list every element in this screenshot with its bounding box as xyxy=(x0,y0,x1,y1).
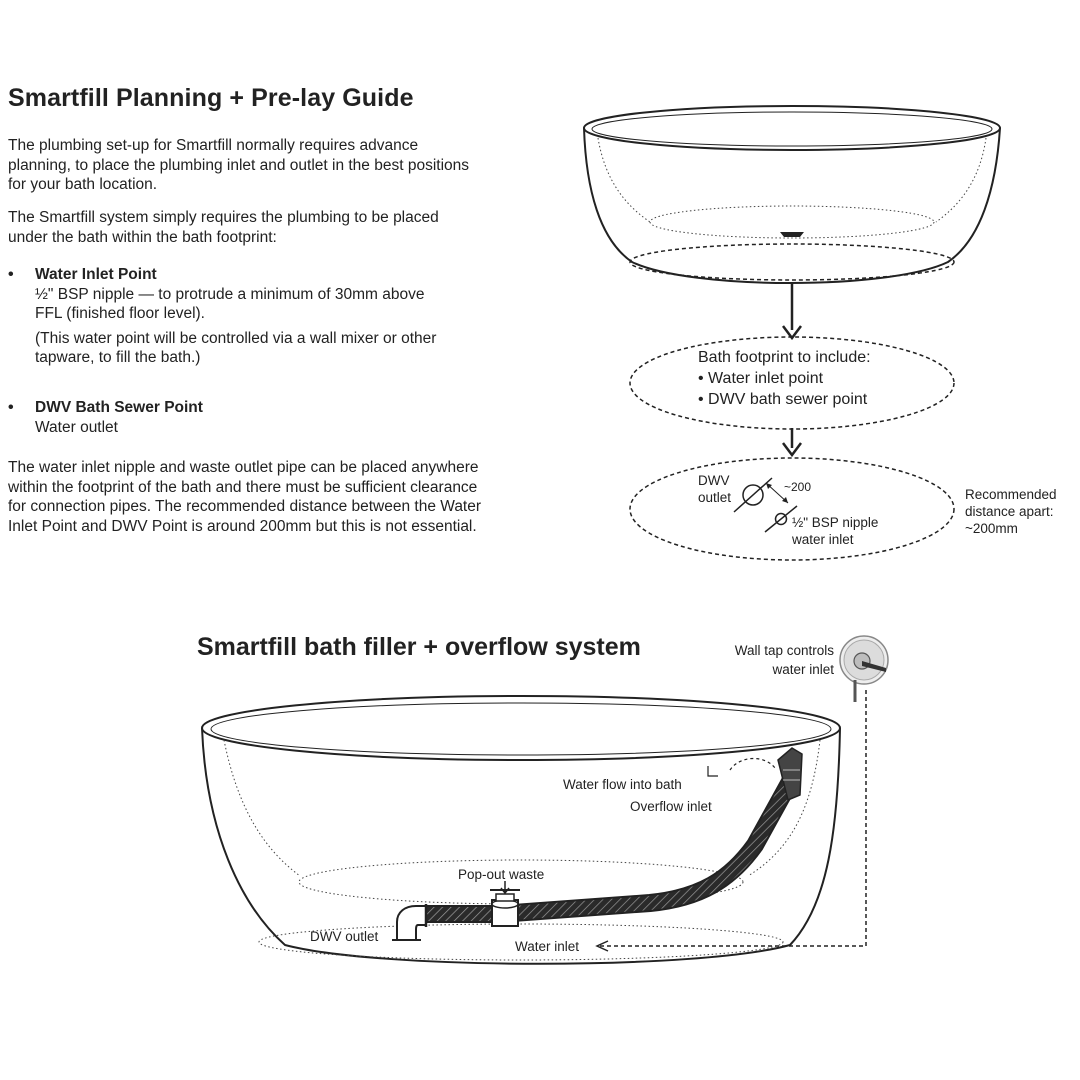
distance-value-label: ~200mm xyxy=(965,521,1018,536)
water-flow-label: Water flow into bath xyxy=(563,777,682,792)
wall-tap-illustration xyxy=(840,636,888,702)
outlet-label: outlet xyxy=(698,490,732,505)
bullet-text: ½" BSP nipple — to protrude a minimum of 30mm above FFL (finished floor level). xyxy=(35,285,425,322)
bullet-dot: • xyxy=(8,266,14,283)
bullet-note: (This water point will be controlled via a wall mixer or other tapware, to fill the bath.) xyxy=(35,329,437,366)
footprint-heading: Bath footprint to include: xyxy=(698,349,871,366)
nipple-inlet-label: water inlet xyxy=(792,532,854,547)
overflow-inlet-label: Overflow inlet xyxy=(630,799,712,814)
intro-paragraph: The plumbing set-up for Smartfill normally requires advance planning, to place the plumbing inlet and outlet in the best positions for your bath location. xyxy=(8,137,470,193)
requirement-paragraph: The Smartfill system simply requires the plumbing to be placed under the bath within the bath footprint: xyxy=(8,209,439,246)
wall-tap-label: Wall tap controls xyxy=(734,643,834,658)
distance-apart-label: distance apart: xyxy=(965,504,1054,519)
footprint-item-inlet: • Water inlet point xyxy=(698,370,824,387)
bullet-text: Water outlet xyxy=(35,418,118,436)
dwv-outlet-label: DWV outlet xyxy=(310,929,379,944)
recommended-label: Recommended xyxy=(965,487,1057,502)
pop-out-waste-label: Pop-out waste xyxy=(458,867,545,882)
distance-label: ~200 xyxy=(784,480,812,494)
bullet-title: Water Inlet Point xyxy=(35,266,157,283)
bath-bottom-illustration xyxy=(202,690,866,964)
wall-tap-label-2: water inlet xyxy=(772,662,834,677)
bullet-title: DWV Bath Sewer Point xyxy=(35,399,203,416)
water-inlet-label: Water inlet xyxy=(515,939,580,954)
system-title: Smartfill bath filler + overflow system xyxy=(197,633,641,661)
dwv-label: DWV xyxy=(698,473,730,488)
bullet-dot: • xyxy=(8,399,14,416)
page-title: Smartfill Planning + Pre-lay Guide xyxy=(8,84,414,112)
footprint-item-sewer: • DWV bath sewer point xyxy=(698,391,868,408)
nipple-label: ½" BSP nipple xyxy=(792,515,879,530)
placement-paragraph: The water inlet nipple and waste outlet pipe can be placed anywhere within the footprint of the bath and there must be sufficient clearance for connection pipes. The recommended distance between the Water Inlet Point and DWV Point is around 200mm but this is not essential. xyxy=(8,459,482,535)
bath-top-illustration xyxy=(584,106,1000,283)
